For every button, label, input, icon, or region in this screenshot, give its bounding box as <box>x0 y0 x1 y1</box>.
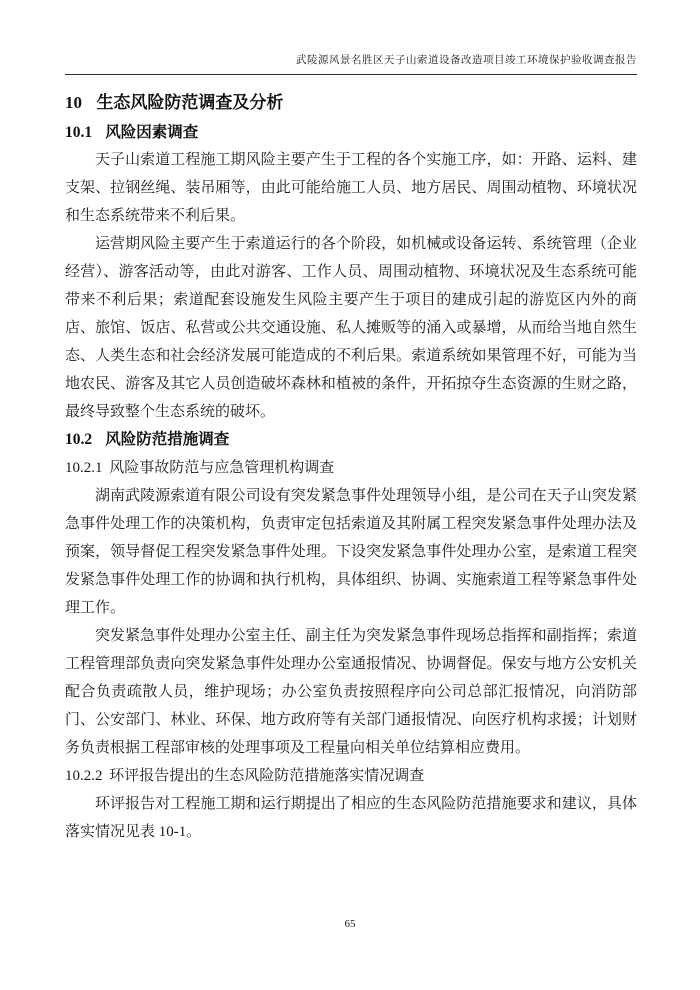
subsection-title: 风险因素调查 <box>105 124 199 141</box>
subsubsection-number: 10.2.2 <box>65 768 103 784</box>
paragraph-risk-operation: 运营期风险主要产生于索道运行的各个阶段，如机械或设备运转、系统管理（企业经营）、游客活动等，由此对游客、工作人员、周围动植物、环境状况及生态系统可能带来不利后果；索道配套设施发生风险主要产生于项目的建成引起的游览区内外的商店、旅馆、饭店、私营或公共交通设施、私人摊贩等的涌入或暴增，从而给当地自然生态、人类生态和社会经济发展可能造成的不利后果。索道系统如果管理不好，可能为当地农民、游客及其它人员创造破坏森林和植被的条件，开拓掠夺生态资源的生财之路，最终导致整个生态系统的破坏。 <box>65 236 637 420</box>
subsubsection-title: 风险事故防范与应急管理机构调查 <box>109 460 335 476</box>
subsubsection-heading-10-2-2 <box>65 762 637 790</box>
subsubsection-heading-10-2-1 <box>65 454 637 482</box>
section-title: 生态风险防范调查及分析 <box>96 93 284 112</box>
subsubsection-number: 10.2.1 <box>65 460 103 476</box>
subsection-title: 风险防范措施调查 <box>105 431 230 448</box>
paragraph-eia-measures: 环评报告对工程施工期和运行期提出了相应的生态风险防范措施要求和建议，具体落实情况见表 10-1。 <box>65 796 637 840</box>
subsection-heading-10-1 <box>65 120 637 146</box>
subsection-number: 10.1 <box>65 124 93 141</box>
section-number: 10 <box>65 93 82 112</box>
section-heading-10 <box>65 89 637 116</box>
running-header: 武陵源风景名胜区天子山索道设备改造项目竣工环境保护验收调查报告 <box>65 52 637 75</box>
paragraph-emergency-office: 突发紧急事件处理办公室主任、副主任为突发紧急事件现场总指挥和副指挥；索道工程管理部负责向突发紧急事件处理办公室通报情况、协调督促。保安与地方公安机关配合负责疏散人员，维护现场；办公室负责按照程序向公司总部汇报情况，向消防部门、公安部门、林业、环保、地方政府等有关部门通报情况、向医疗机构求援；计划财务负责根据工程部审核的处理事项及工程量向相关单位结算相应费用。 <box>65 628 637 756</box>
paragraph-emergency-leadership: 湖南武陵源索道有限公司设有突发紧急事件处理领导小组，是公司在天子山突发紧急事件处理工作的决策机构，负责审定包括索道及其附属工程突发紧急事件处理办法及预案，领导督促工程突发紧急事件处理。下设突发紧急事件处理办公室，是索道工程突发紧急事件处理工作的协调和执行机构，具体组织、协调、实施索道工程等紧急事件处理工作。 <box>65 488 637 616</box>
subsubsection-title: 环评报告提出的生态风险防范措施落实情况调查 <box>109 768 425 784</box>
subsection-number: 10.2 <box>65 431 93 448</box>
page-content <box>65 0 637 846</box>
subsection-heading-10-2 <box>65 426 637 454</box>
paragraph-risk-construction: 天子山索道工程施工期风险主要产生于工程的各个实施工序，如：开路、运料、建支架、拉钢丝绳、装吊厢等，由此可能给施工人员、地方居民、周围动植物、环境状况和生态系统带来不利后果。 <box>65 152 637 224</box>
page-number: 65 <box>344 918 356 930</box>
